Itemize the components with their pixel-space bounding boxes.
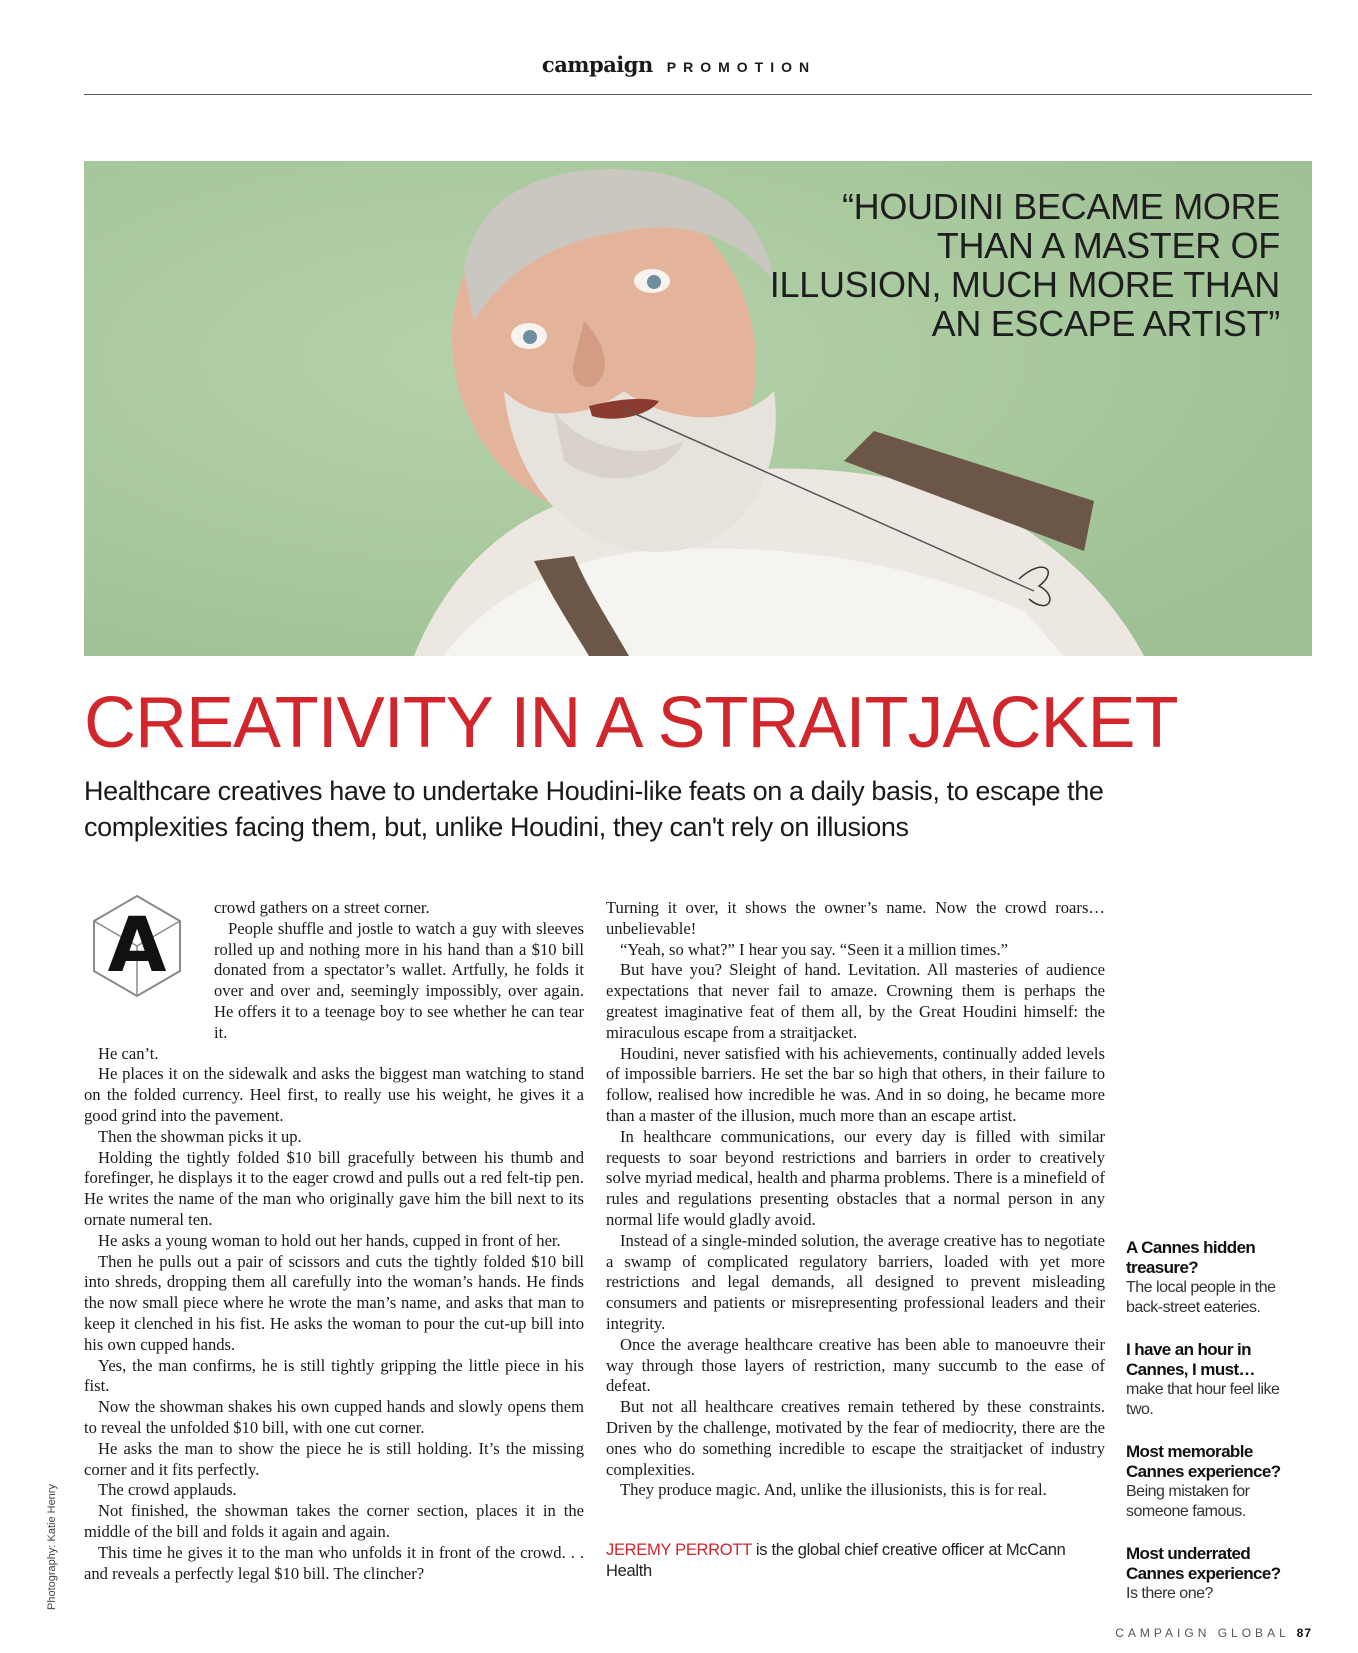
qa-item	[1126, 1340, 1306, 1420]
qa-answer: make that hour feel like two.	[1126, 1381, 1280, 1418]
paragraph: crowd gathers on a street corner.	[214, 898, 430, 917]
qa-item	[1126, 1544, 1306, 1604]
page-number: 87	[1296, 1626, 1312, 1640]
qa-answer: The local people in the back-street eateries.	[1126, 1279, 1276, 1316]
qa-question: Most memorable Cannes experience?	[1126, 1442, 1281, 1481]
body-column-1	[84, 898, 584, 1584]
author-role: is the global chief creative officer at McCann Health	[606, 1541, 1066, 1580]
qa-item	[1126, 1442, 1306, 1522]
page-header	[0, 52, 1358, 77]
section-label: PROMOTION	[666, 59, 817, 75]
qa-sidebar	[1126, 1238, 1306, 1626]
paragraph: Yes, the man confirms, he is still tightly gripping the little piece in his fist.	[84, 1355, 584, 1396]
paragraph: He asks a young woman to hold out her hands, cupped in front of her.	[98, 1230, 561, 1250]
paragraph: In healthcare communications, our every day is filled with similar requests to soar beyond restrictions and barriers in order to creatively solve myriad medical, health and pharma problems. There is a minefield of rules and regulations presenting obstacles that a normal person in any normal life would gladly avoid.	[606, 1126, 1105, 1229]
folio-label: CAMPAIGN GLOBAL	[1115, 1626, 1290, 1640]
paragraph: Houdini, never satisfied with his achievements, continually added levels of impossible barriers. He set the bar so high that others, in their failure to follow, realised how incredible he was. And in so doing, he became more than a master of the illusion, much more than an escape artist.	[606, 1043, 1105, 1125]
paragraph: People shuffle and jostle to watch a guy with sleeves rolled up and nothing more in his hand than a $10 bill donated from a spectator’s wallet. Artfully, he folds it over and over and, seemingly impossibly, over again. He offers it to a teenage boy to see whether he can tear it.	[214, 918, 584, 1042]
qa-question: Most underrated Cannes experience?	[1126, 1544, 1281, 1583]
paragraph: Holding the tightly folded $10 bill gracefully between his thumb and forefinger, he displays it to the eager crowd and pulls out a red felt-tip pen. He writes the name of the man who originally gave him the bill next to its ornate numeral ten.	[84, 1147, 584, 1229]
header-divider	[84, 94, 1312, 95]
hero-photo	[84, 161, 1312, 656]
paragraph: But not all healthcare creatives remain tethered by these constraints. Driven by the challenge, motivated by the fear of mediocrity, there are the ones who do something incredible to escape the straitjacket of industry complexities.	[606, 1397, 1105, 1479]
qa-answer: Being mistaken for someone famous.	[1126, 1483, 1250, 1520]
drop-cap-letter: A	[107, 900, 167, 989]
qa-item	[1126, 1238, 1306, 1318]
qa-question: I have an hour in Cannes, I must…	[1126, 1340, 1255, 1379]
paragraph: Not finished, the showman takes the corner section, places it in the middle of the bill and folds it again and again.	[84, 1501, 584, 1541]
paragraph: He asks the man to show the piece he is still holding. It’s the missing corner and it fits perfectly.	[84, 1438, 584, 1479]
author-name: JEREMY PERROTT	[606, 1541, 752, 1559]
pull-quote: “HOUDINI BECAME MORE THAN A MASTER OF ILLUSION, MUCH MORE THAN AN ESCAPE ARTIST”	[769, 186, 1280, 344]
paragraph: Now the showman shakes his own cupped hands and slowly opens them to reveal the unfolded $10 bill, with one cut corner.	[84, 1397, 584, 1437]
paragraph: Instead of a single-minded solution, the average creative has to negotiate a swamp of complicated regulatory barriers, loaded with yet more restrictions and legal demands, all designed to prevent misleading consumers and patients or misrepresenting professional leaders and their integrity.	[606, 1230, 1105, 1333]
standfirst: Healthcare creatives have to undertake Houdini-like feats on a daily basis, to escape the complexities facing them, but, unlike Houdini, they can't rely on illusions	[84, 776, 1104, 842]
paragraph: “Yeah, so what?” I hear you say. “Seen it a million times.”	[620, 939, 1009, 959]
paragraph: Once the average healthcare creative has been able to manoeuvre their way through those layers of restriction, many succumb to the ease of defeat.	[606, 1334, 1105, 1396]
headline: CREATIVITY IN A STRAITJACKET	[84, 683, 1178, 763]
paragraph: This time he gives it to the man who unfolds it in front of the crowd. . . and reveals a perfectly legal $10 bill. The clincher?	[84, 1542, 584, 1583]
paragraph: He can’t.	[98, 1043, 159, 1063]
paragraph: Then he pulls out a pair of scissors and cuts the tightly folded $10 bill into shreds, dropping them all carefully into the woman’s hands. He finds the now small piece where he wrote the man’s name, and asks that man to keep it clenched in his fist. He asks the woman to pour the cut-up bill into his own cupped hands.	[84, 1251, 584, 1354]
author-byline	[606, 1540, 1105, 1582]
photo-credit: Photography: Katie Henry	[46, 1484, 58, 1610]
paragraph: The crowd applauds.	[98, 1480, 237, 1500]
page-folio	[1115, 1626, 1312, 1640]
body-column-2	[606, 898, 1105, 1501]
brand-logo: campaign	[541, 52, 653, 77]
paragraph: Then the showman picks it up.	[98, 1126, 302, 1146]
qa-question: A Cannes hidden treasure?	[1126, 1238, 1256, 1277]
paragraph: He places it on the sidewalk and asks the biggest man watching to stand on the folded currency. Heel first, to really use his weight, he gives it a good grind into the pavement.	[84, 1064, 584, 1125]
qa-answer: Is there one?	[1126, 1585, 1213, 1602]
paragraph: Turning it over, it shows the owner’s name. Now the crowd roars… unbelievable!	[606, 898, 1105, 938]
paragraph: But have you? Sleight of hand. Levitation. All masteries of audience expectations that never fail to amaze. Crowning them is perhaps the greatest imaginative feat of them all, by the Great Houdini himself: the miraculous escape from a straitjacket.	[606, 960, 1105, 1042]
paragraph: They produce magic. And, unlike the illusionists, this is for real.	[620, 1480, 1047, 1500]
